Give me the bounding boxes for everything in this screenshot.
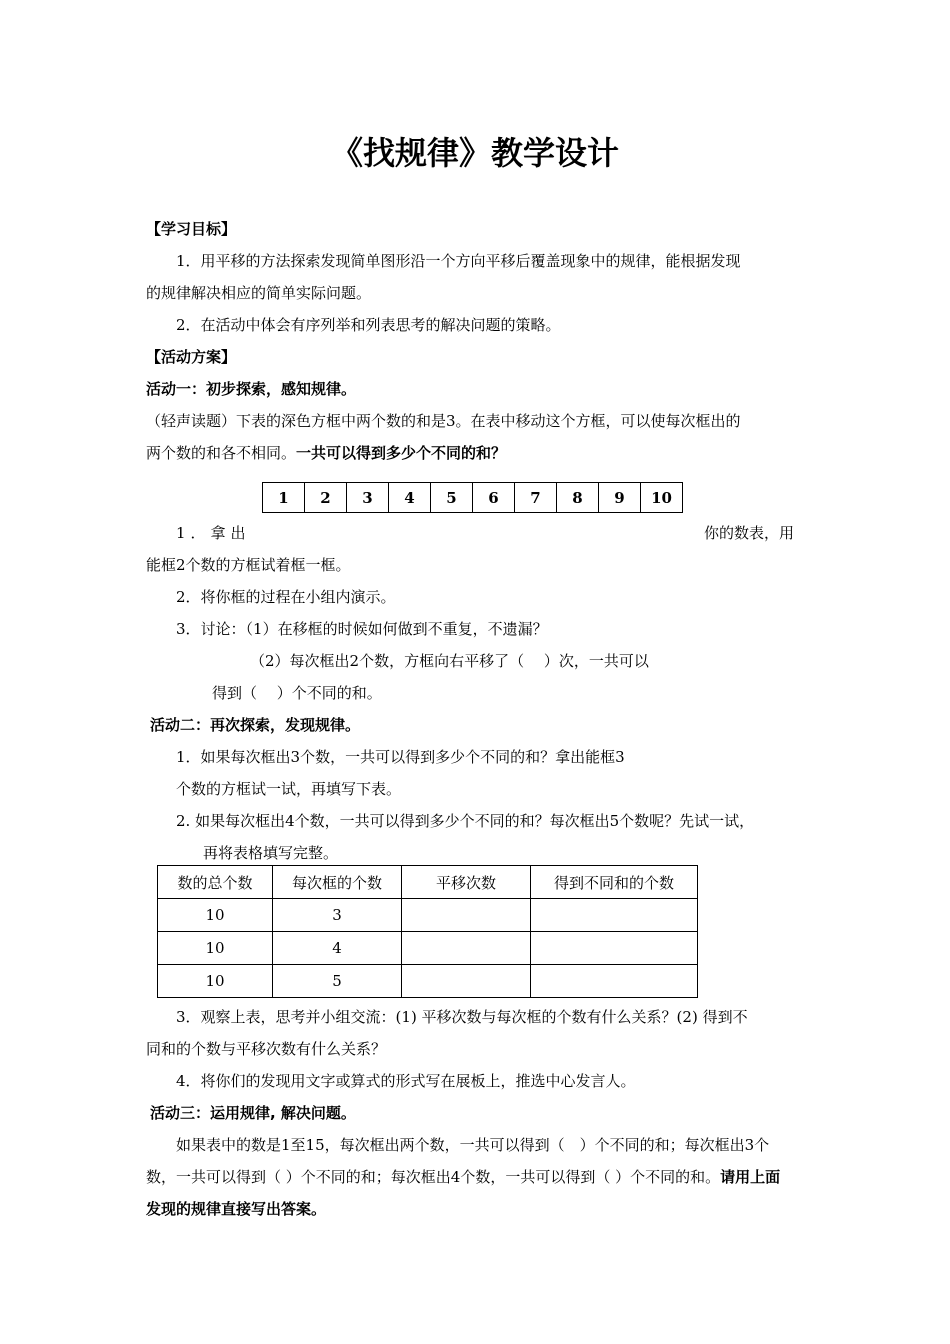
number-cell: 6 — [473, 483, 515, 513]
activity-1-step-3-q2-line-1: （2）每次框出2个数，方框向右平移了（ ）次，一共可以 — [250, 652, 649, 670]
number-cell: 4 — [389, 483, 431, 513]
table-row — [158, 899, 698, 932]
table-cell: 4 — [273, 932, 402, 965]
activity-2-step-1-line-2: 个数的方框试一试，再填写下表。 — [176, 780, 402, 798]
number-cell: 3 — [347, 483, 389, 513]
number-cell: 1 — [263, 483, 305, 513]
activity-2-step-2-line-1: 2. 如果每次框出4个数，一共可以得到多少个不同的和？每次框出5个数呢？先试一试， — [176, 812, 755, 830]
table-cell: 5 — [273, 965, 402, 998]
activity-2-step-2-line-2: 再将表格填写完整。 — [203, 844, 339, 862]
table-row — [158, 965, 698, 998]
activity-1-step-1-start: 1．拿出 — [176, 524, 251, 542]
activity-1-step-1-cont: 能框2个数的方框试着框一框。 — [146, 556, 351, 574]
intro-question: 一共可以得到多少个不同的和？ — [296, 444, 507, 462]
activity-2-step-4: 4．将你们的发现用文字或算式的形式写在展板上，推选中心发言人。 — [176, 1072, 636, 1090]
activity-1-step-3: 3．讨论：（1）在移框的时候如何做到不重复，不遗漏？ — [176, 620, 548, 638]
table-row — [158, 932, 698, 965]
pattern-table — [157, 865, 698, 998]
goal-1-line-2: 的规律解决相应的简单实际问题。 — [146, 284, 372, 302]
table-cell: 10 — [158, 965, 273, 998]
table-cell: 3 — [273, 899, 402, 932]
number-cell: 2 — [305, 483, 347, 513]
activity-3-line-2 — [146, 1166, 780, 1187]
table-header: 每次框的个数 — [273, 866, 402, 899]
number-row-table — [262, 482, 683, 513]
activity-1-step-1-end: 你的数表，用 — [704, 524, 795, 542]
activity-1-heading: 活动一：初步探索，感知规律。 — [146, 380, 357, 398]
activity-3-instruction: 请用上面 — [720, 1168, 781, 1186]
number-cell: 7 — [515, 483, 557, 513]
table-cell: 10 — [158, 899, 273, 932]
activity-1-step-2: 2．将你框的过程在小组内演示。 — [176, 588, 396, 606]
number-cell: 5 — [431, 483, 473, 513]
activity-3-line-2-text: 数，一共可以得到（ ）个不同的和；每次框出4个数，一共可以得到（ ）个不同的和。 — [146, 1168, 721, 1186]
table-cell-blank — [402, 932, 531, 965]
activity-1-intro-line-2 — [146, 442, 506, 463]
number-cell: 10 — [641, 483, 683, 513]
number-cell: 9 — [599, 483, 641, 513]
table-cell-blank — [531, 932, 698, 965]
activity-2-step-3-line-1: 3．观察上表，思考并小组交流：(1) 平移次数与每次框的个数有什么关系？(2) 得到不 — [176, 1008, 748, 1026]
table-cell-blank — [531, 965, 698, 998]
goals-heading: 【学习目标】 — [146, 220, 237, 238]
table-cell-blank — [531, 899, 698, 932]
activity-2-step-1-line-1: 1．如果每次框出3个数，一共可以得到多少个不同的和？拿出能框3 — [176, 748, 625, 766]
goal-1-line-1: 1．用平移的方法探索发现简单图形沿一个方向平移后覆盖现象中的规律，能根据发现 — [176, 252, 741, 270]
activity-2-step-3-line-2: 同和的个数与平移次数有什么关系？ — [146, 1040, 387, 1058]
table-header: 平移次数 — [402, 866, 531, 899]
plan-heading: 【活动方案】 — [146, 348, 237, 366]
goal-2: 2．在活动中体会有序列举和列表思考的解决问题的策略。 — [176, 316, 561, 334]
activity-3-line-3: 发现的规律直接写出答案。 — [146, 1200, 327, 1218]
table-cell: 10 — [158, 932, 273, 965]
intro-text: 两个数的和各不相同。 — [146, 444, 297, 462]
activity-1-step-3-q2-line-2: 得到（ ）个不同的和。 — [212, 684, 382, 702]
activity-3-heading: 活动三：运用规律, 解决问题。 — [150, 1104, 356, 1122]
table-header: 数的总个数 — [158, 866, 273, 899]
activity-3-line-1: 如果表中的数是1至15，每次框出两个数，一共可以得到（ ）个不同的和；每次框出3个 — [176, 1136, 770, 1154]
activity-2-heading: 活动二：再次探索，发现规律。 — [150, 716, 361, 734]
number-row — [263, 483, 683, 513]
table-header: 得到不同和的个数 — [531, 866, 698, 899]
activity-1-intro-line-1: （轻声读题）下表的深色方框中两个数的和是3。在表中移动这个方框，可以使每次框出的 — [146, 412, 741, 430]
number-cell: 8 — [557, 483, 599, 513]
table-cell-blank — [402, 899, 531, 932]
table-header-row — [158, 866, 698, 899]
table-cell-blank — [402, 965, 531, 998]
page-title: 《找规律》教学设计 — [330, 134, 619, 172]
